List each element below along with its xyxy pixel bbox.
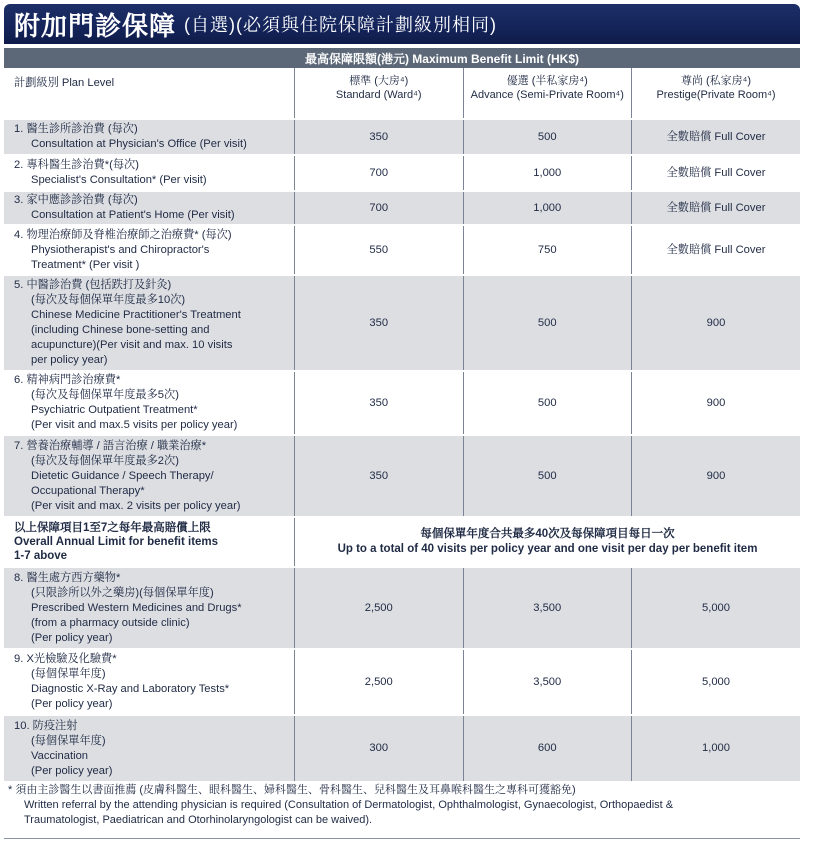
value-advance: 500 [463,435,632,517]
page-subtitle: (自選)(必須與住院保障計劃級別相同) [184,15,497,35]
footnote-en-line2: Traumatologist, Paediatrican and Otorhinolaryngologist can be waived). [24,814,373,826]
benefits-table [4,68,800,781]
value-standard: 2,500 [295,649,464,715]
value-standard: 350 [295,371,464,435]
table-row [4,275,800,371]
benefit-label-line: Consultation at Physician's Office (Per visit) [31,138,247,150]
value-standard: 2,500 [295,567,464,649]
benefit-label-line: 4. 物理治療師及脊椎治療師之治療費* (每次) [14,228,232,241]
benefit-label-line: (只限診所以外之藥房)(每個保單年度) [31,586,214,599]
benefit-label-line: (from a pharmacy outside clinic) [31,616,190,629]
value-prestige: 全數賠償 Full Cover [632,225,801,275]
value-advance: 750 [463,225,632,275]
benefit-label-line: 10. 防疫注射 [14,719,78,732]
benefit-label [4,275,295,371]
benefit-label-line: Dietetic Guidance / Speech Therapy/ [31,469,214,482]
plan-level-label: 計劃級別 Plan Level [14,77,115,89]
benefit-label-line: (including Chinese bone-setting and [31,324,210,336]
benefit-label-line: Psychiatric Outpatient Treatment* [31,404,198,416]
value-standard: 350 [295,435,464,517]
column-header-en: Advance (Semi-Private Room⁴) [470,89,624,101]
benefit-label-line: (Per policy year) [31,764,113,777]
page-title: 附加門診保障 [14,10,177,41]
column-header-zh: 標準 (大房⁴) [349,75,409,87]
benefit-label [4,715,295,781]
benefit-label-line: Consultation at Patient's Home (Per visit) [31,209,235,221]
annual-limit-label [4,517,295,567]
benefit-label-line: (每次及每個保單年度最多10次) [31,294,186,306]
benefit-label-line: (Per visit and max. 2 visits per policy year) [31,499,241,512]
annual-limit-value-zh: 每個保單年度合共最多40次及每保障項目每日一次 [420,528,675,540]
benefit-label-line: per policy year) [31,354,108,366]
value-prestige: 全數賠償 Full Cover [632,155,801,191]
benefit-label-line: Occupational Therapy* [31,484,145,497]
benefit-label-line: Chinese Medicine Practitioner's Treatment [31,309,241,321]
benefit-label-line: (Per policy year) [31,698,113,710]
value-prestige: 1,000 [632,715,801,781]
table-row [4,225,800,275]
column-header-en: Standard (Ward⁴) [335,89,422,101]
benefit-label [4,225,295,275]
annual-limit-label-line: 1-7 above [14,550,68,562]
benefit-label-line: 1. 醫生診所診治費 (每次) [14,123,138,135]
value-prestige: 900 [632,371,801,435]
value-prestige: 5,000 [632,567,801,649]
benefit-label-line: Specialist's Consultation* (Per visit) [31,174,207,186]
benefit-label-line: (每次及每個保單年度最多2次) [31,454,179,467]
table-row [4,715,800,781]
column-header-standard [295,68,464,119]
table-row [4,435,800,517]
value-prestige: 5,000 [632,649,801,715]
value-advance: 3,500 [463,567,632,649]
column-header-advance [463,68,632,119]
benefit-label [4,119,295,155]
footnote [8,783,798,828]
value-standard: 350 [295,275,464,371]
column-header-prestige [632,68,801,119]
benefit-label-line: 6. 精神病門診治療費* [14,374,121,386]
benefit-label-line: Treatment* (Per visit ) [31,258,140,271]
column-header-zh: 尊尚 (私家房⁴) [680,75,752,87]
benefit-label [4,371,295,435]
title-bar [4,4,800,44]
value-standard: 550 [295,225,464,275]
table-row [4,119,800,155]
value-standard: 700 [295,155,464,191]
footnote-zh: * 須由主診醫生以書面推薦 (皮膚科醫生、眼科醫生、婦科醫生、骨科醫生、兒科醫生及耳鼻喉科醫生之專科可獲豁免) [8,784,576,796]
max-benefit-header: 最高保障限額(港元) Maximum Benefit Limit (HK$) [4,48,800,68]
column-header-zh: 優選 (半私家房⁴) [506,75,588,87]
table-row [4,649,800,715]
bottom-divider [4,838,800,839]
benefit-label-line: Diagnostic X-Ray and Laboratory Tests* [31,683,230,695]
annual-limit-row [4,517,800,567]
benefit-label-line: 5. 中醫診治費 (包括跌打及針灸) [14,279,172,291]
footnote-en-line1: Written referral by the attending physician is required (Consultation of Dermatologist, Ophthalmologist, Gynaecologist, Orthopaedist & [24,799,674,811]
table-row [4,371,800,435]
benefit-label-line: (Per policy year) [31,631,113,644]
value-prestige: 全數賠償 Full Cover [632,119,801,155]
value-advance: 600 [463,715,632,781]
benefit-label [4,435,295,517]
benefit-label-line: 3. 家中應診診治費 (每次) [14,194,138,206]
annual-limit-value [295,517,801,567]
benefit-label-line: Physiotherapist's and Chiropractor's [31,243,210,256]
table-row [4,155,800,191]
column-header-en: Prestige(Private Room⁴) [656,89,776,101]
benefit-label-line: (Per visit and max.5 visits per policy year) [31,419,238,431]
table-row [4,191,800,225]
benefit-label-line: Prescribed Western Medicines and Drugs* [31,601,242,614]
value-advance: 500 [463,119,632,155]
benefit-label-line: (每次及每個保單年度最多5次) [31,389,179,401]
table-row [4,567,800,649]
benefit-label-line: 7. 營養治療輔導 / 語言治療 / 職業治療* [14,439,207,452]
benefit-label-line: 9. X光檢驗及化驗費* [14,653,117,665]
annual-limit-label-line: 以上保障項目1至7之每年最高賠償上限 [14,522,211,534]
value-advance: 500 [463,371,632,435]
benefit-label-line: 8. 醫生處方西方藥物* [14,571,121,584]
benefit-label-line: Vaccination [31,749,89,762]
annual-limit-value-en: Up to a total of 40 visits per policy year and one visit per day per benefit item [337,543,758,555]
table-header-row [4,68,800,119]
benefit-label-line: (每個保單年度) [31,734,106,747]
benefit-label [4,191,295,225]
annual-limit-label-line: Overall Annual Limit for benefit items [14,536,219,548]
benefit-label [4,649,295,715]
benefit-label [4,567,295,649]
benefit-label-line: (每個保單年度) [31,668,106,680]
value-advance: 3,500 [463,649,632,715]
value-prestige: 900 [632,275,801,371]
value-prestige: 全數賠償 Full Cover [632,191,801,225]
value-standard: 300 [295,715,464,781]
benefit-label-line: acupuncture)(Per visit and max. 10 visits [31,339,233,351]
value-prestige: 900 [632,435,801,517]
value-advance: 1,000 [463,155,632,191]
benefit-label-line: 2. 專科醫生診治費*(每次) [14,159,139,171]
value-advance: 1,000 [463,191,632,225]
value-standard: 350 [295,119,464,155]
benefit-label [4,155,295,191]
value-advance: 500 [463,275,632,371]
value-standard: 700 [295,191,464,225]
